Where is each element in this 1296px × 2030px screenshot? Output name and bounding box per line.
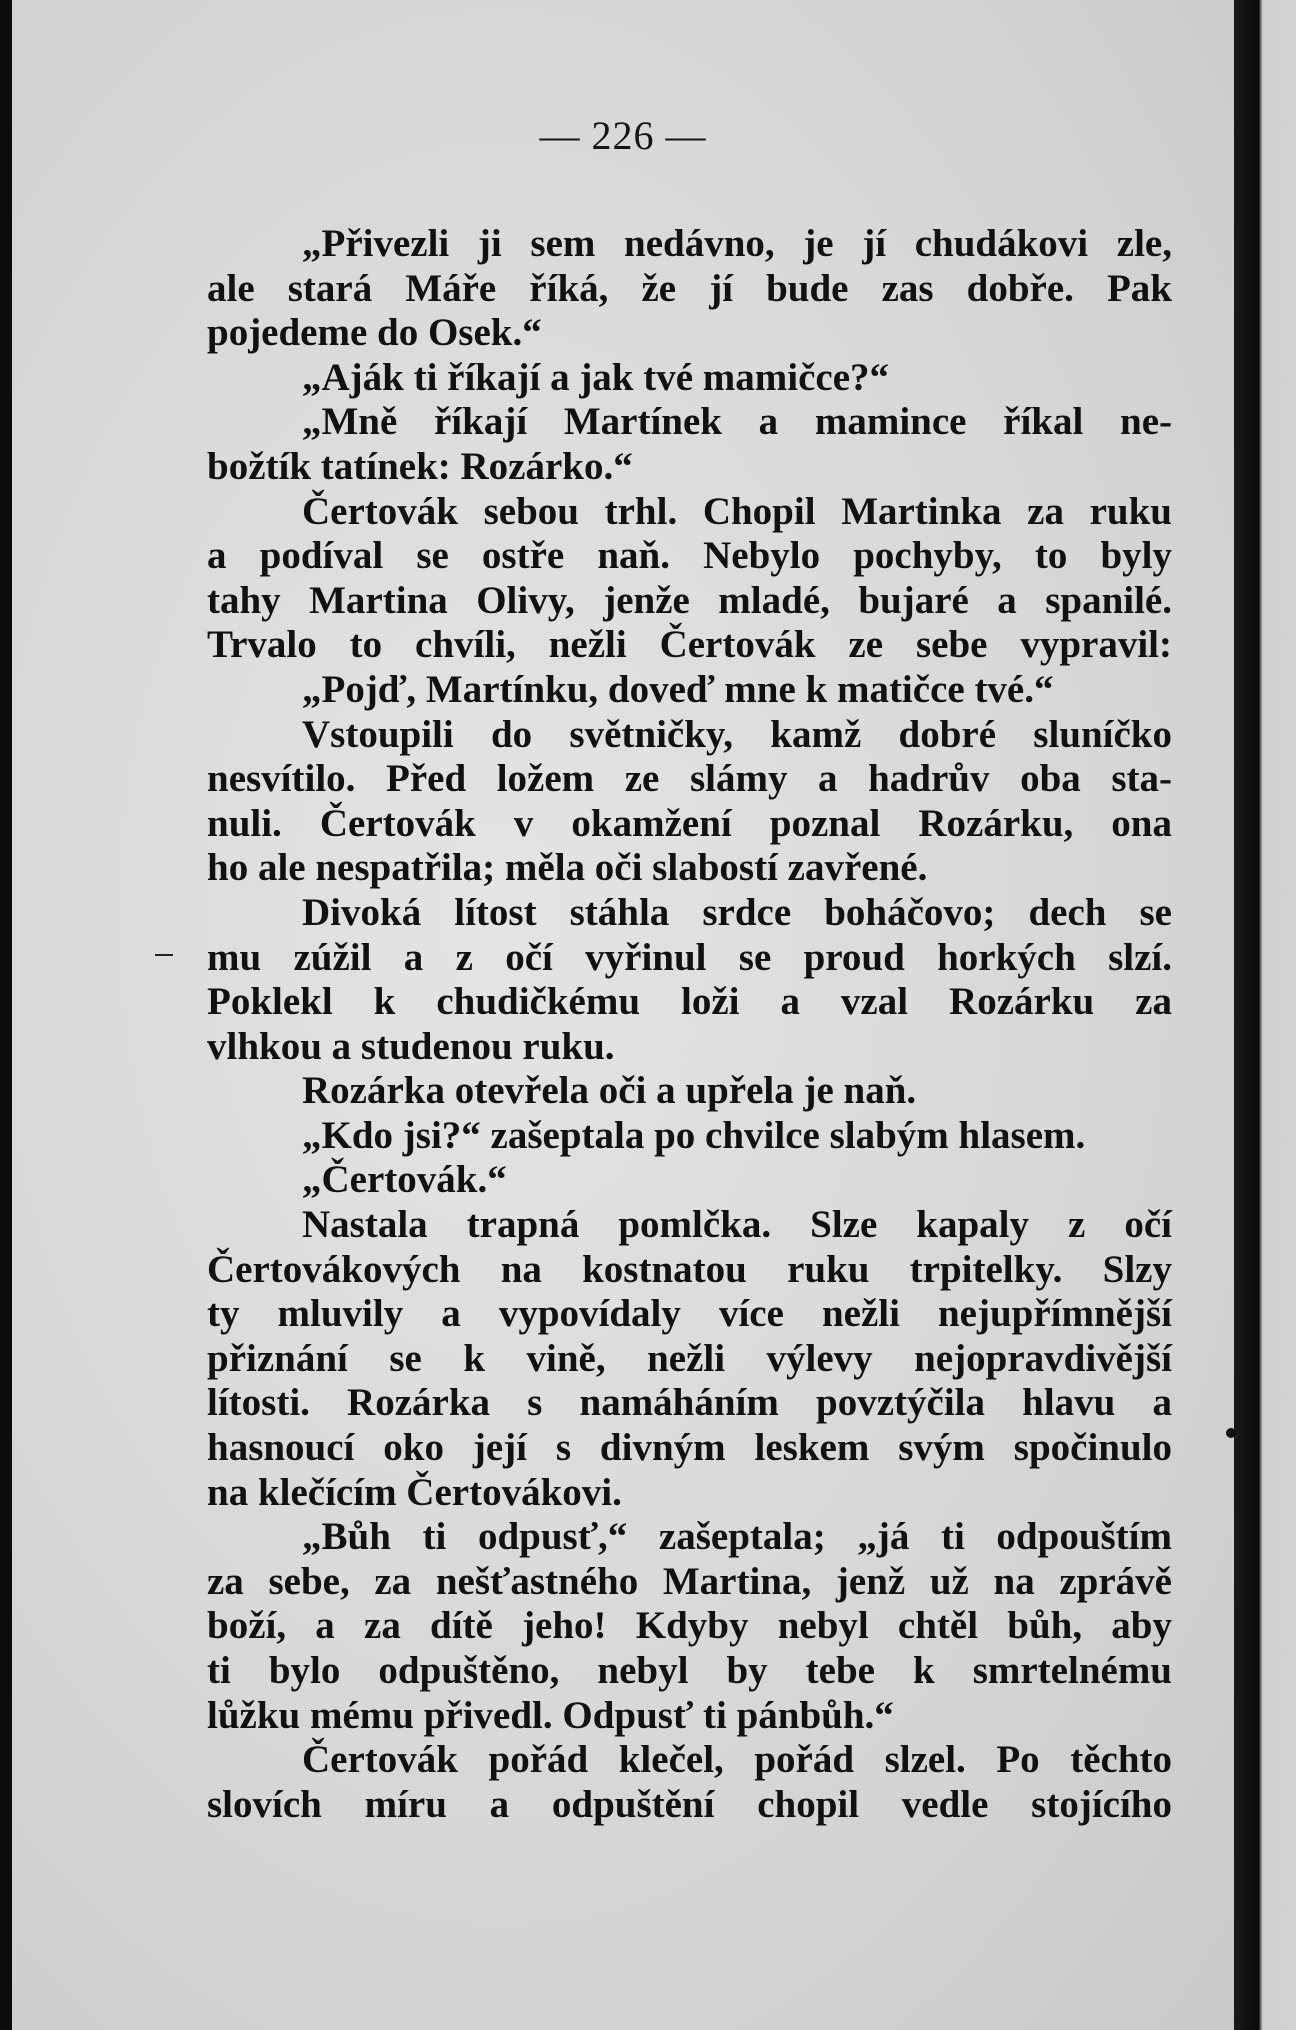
text-line: Poklekl k chudičkému loži a vzal Rozárku za <box>207 980 1172 1024</box>
margin-dot-mark <box>1226 1428 1236 1438</box>
text-line: „Mně říkají Martínek a mamince říkal ne- <box>302 400 1172 444</box>
book-page <box>12 0 1234 2030</box>
text-line: nuli. Čertovák v okamžení poznal Rozárku, ona <box>207 801 1172 845</box>
text-line: Rozárka otevřela oči a upřela je naň. <box>302 1069 917 1113</box>
text-line: slovích míru a odpuštění chopil vedle stojícího <box>207 1782 1172 1826</box>
text-line: ho ale nespatřila; měla oči slabostí zavřené. <box>207 846 928 890</box>
text-line: hasnoucí oko její s divným leskem svým spočinulo <box>207 1426 1172 1470</box>
text-line: Čertovákových na kostnatou ruku trpitelky. Slzy <box>207 1247 1172 1291</box>
text-line: „Bůh ti odpusť,“ zašeptala; „já ti odpouštím <box>302 1515 1172 1559</box>
page-edge-shadow <box>1234 0 1296 2030</box>
text-line: mu zúžil a z očí vyřinul se proud horkých slzí. <box>207 935 1172 979</box>
text-line: ale stará Máře říká, že jí bude zas dobře. Pak <box>207 266 1172 310</box>
text-line: Trvalo to chvíli, nežli Čertovák ze sebe vypravil: <box>207 623 1172 667</box>
text-line: Nastala trapná pomlčka. Slze kapaly z očí <box>302 1203 1172 1247</box>
page-number: — 226 — <box>539 113 707 158</box>
text-line: lítosti. Rozárka s namáháním povztýčila hlavu a <box>207 1381 1172 1425</box>
text-line: pojedeme do Osek.“ <box>207 311 542 355</box>
text-line: přiznání se k vině, nežli výlevy nejopravdivější <box>207 1336 1172 1380</box>
text-line: Vstoupili do světničky, kamž dobré sluníčko <box>302 712 1172 756</box>
text-line: Čertovák pořád klečel, pořád slzel. Po těchto <box>302 1738 1172 1782</box>
text-line: „Kdo jsi?“ zašeptala po chvilce slabým hlasem. <box>302 1113 1086 1157</box>
text-line: lůžku mému přivedl. Odpusť ti pánbůh.“ <box>207 1693 894 1737</box>
text-line: za sebe, za nešťastného Martina, jenž už na zprávě <box>207 1559 1172 1603</box>
text-line: „Pojď, Martínku, doveď mne k matičce tvé.“ <box>302 667 1054 711</box>
text-line: boží, a za dítě jeho! Kdyby nebyl chtěl bůh, aby <box>207 1604 1172 1648</box>
text-line: ty mluvily a vypovídaly více nežli nejupřímnější <box>207 1292 1172 1336</box>
body-text <box>207 222 1172 1827</box>
text-line: ti bylo odpuštěno, nebyl by tebe k smrtelnému <box>207 1649 1172 1692</box>
text-line: na klečícím Čertovákovi. <box>207 1470 622 1514</box>
text-line: Čertovák sebou trhl. Chopil Martinka za ruku <box>302 489 1172 533</box>
text-line: tahy Martina Olivy, jenže mladé, bujaré a spanilé. <box>207 578 1172 622</box>
margin-dash-mark <box>155 940 175 970</box>
text-line: „Čertovák.“ <box>302 1158 507 1202</box>
text-line: Divoká lítost stáhla srdce boháčovo; dech se <box>302 890 1172 934</box>
text-line: a podíval se ostře naň. Nebylo pochyby, to byly <box>207 534 1172 578</box>
text-line: „Aják ti říkají a jak tvé mamičce?“ <box>302 355 890 399</box>
text-line: nesvítilo. Před ložem ze slámy a hadrův oba sta- <box>207 757 1172 801</box>
text-line: vlhkou a studenou ruku. <box>207 1024 615 1068</box>
text-line: „Přivezli ji sem nedávno, je jí chudákovi zle, <box>302 222 1172 265</box>
text-line: božtík tatínek: Rozárko.“ <box>207 444 633 488</box>
